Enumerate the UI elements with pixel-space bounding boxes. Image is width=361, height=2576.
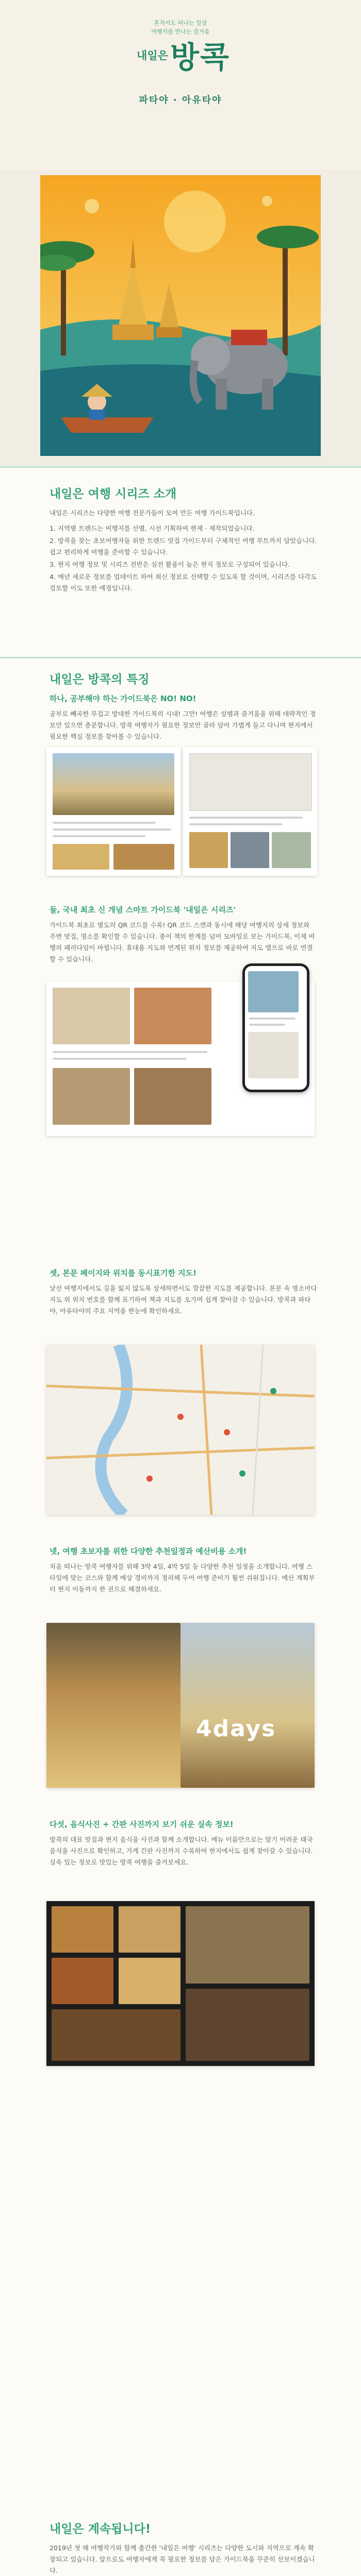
cover-illustration [40, 175, 321, 456]
feature-five-title: 다섯, 음식사진 + 간판 사진까지 보기 쉬운 실속 정보! [50, 1820, 234, 1829]
food-photo [134, 988, 211, 1044]
food-photo [119, 1958, 180, 2004]
map-thumbnail [189, 753, 312, 811]
intro-title: 내일은 여행 시리즈 소개 [50, 487, 177, 501]
feature-two-body: 가이드북 최초로 별도의 QR 코드를 수록! QR 코드 스캔과 동시에 해당 여행지의 상세 정보와 주변 맛집, 명소를 확인할 수 있습니다. 종이 책의 한계를 넘어 모바일로 보는 가이드북, 이제 여행의 패러다임이 바뀝니다. 휴대용 지도와 연계된 위치 정보를 제공하여 지도 앱으로 바로 연결할 수 있습니다. [50, 921, 315, 963]
temple-photo [180, 1623, 315, 1788]
feature-three-body: 낯선 여행지에서도 길을 잃지 않도록 상세하면서도 깔끔한 지도를 제공합니다. 본문 속 명소마다 지도 위 위치 번호를 함께 표기하여 책과 지도를 오가며 쉽게 찾아갈 수 있습니다. 방콕과 파타야, 아유타야의 주요 지역을 한눈에 확인하세요. [50, 1284, 317, 1315]
food-photo [134, 1068, 211, 1125]
feature-one-body: 공부로 빼곡한 무겁고 방대한 가이드북의 시대! 그만! 여행은 설렘과 즐거움을 위해 대략적인 정보만 있으면 충분합니다. 방콕 여행자가 필요한 정보만 골라 담아 가볍게 들고 다니며 현지에서 필요한 핵심 정보를 찾아볼 수 있습니다. [50, 710, 316, 740]
map-illustration [46, 1345, 315, 1515]
photo [231, 832, 269, 868]
food-photo [53, 1068, 130, 1125]
sample-map-spread [46, 1345, 315, 1515]
features-title: 내일은 방콕의 특징 [50, 673, 150, 686]
feature-four-body: 처음 떠나는 방콕 여행자를 위해 3박 4일, 4박 5일 등 다양한 추천 일정을 소개합니다. 여행 스타일에 맞는 코스와 함께 예상 경비까지 정리해 두어 여행 준비가 훨씬 쉬워집니다. 예산 계획부터 현지 이동까지 한 권으로 해결하세요. [50, 1563, 315, 1593]
list-item: 1. 지역별 트렌드는 여행지를 선별, 시선 기획하여 현재 · 제작되었습니다. [50, 524, 255, 532]
feature-four-title: 넷, 여행 초보자를 위한 다양한 추천일정과 예산비용 소개! [50, 1547, 247, 1556]
intro-lead: 내일은 시리즈는 다양한 여행 전문가들이 모여 만든 여행 가이드북입니다. [50, 509, 255, 517]
tagline-line-2: 여행지를 만나는 즐거움 [151, 28, 210, 35]
temple-photo [46, 1623, 180, 1788]
sample-page-left [46, 747, 180, 876]
restaurant-sign-photo [186, 1906, 309, 1984]
feature-one-title: 하나, 공부해야 하는 가이드북은 NO! NO! [50, 694, 196, 703]
list-item: 3. 현지 여행 정보 및 시리즈 전반은 실전 활용이 높은 현지 정보로 구성되어 있습니다. [50, 561, 290, 568]
food-photo [186, 1989, 309, 2061]
smartphone-mockup [242, 963, 309, 1092]
book-subtitle: 파타야 · 아유타야 [139, 95, 222, 106]
tagline-line-1: 혼자서도 떠나는 일상 [154, 20, 207, 26]
feature-five-body: 방콕의 대표 맛집과 현지 음식을 사진과 함께 소개합니다. 메뉴 이름만으로는 알기 어려운 태국 음식을 사진으로 확인하고, 가게 간판 사진까지 수록하여 현지에서도 쉽게 찾아갈 수 있습니다. 실속 있는 정보로 맛있는 방콕 여행을 즐겨보세요. [50, 1836, 313, 1866]
photo [189, 832, 228, 868]
closing-paragraph-1: 2019년 첫 해 여행작가와 함께 출간한 '내일은 여행' 시리즈는 다양한 도시와 지역으로 계속 확장되고 있습니다. 앞으로도 여행자에게 꼭 필요한 정보를 담은 가이드북을 꾸준히 선보이겠습니다. [50, 2544, 315, 2574]
list-item: 4. 매년 새로운 정보를 업데이트 하여 최신 정보로 선택할 수 있도록 할 것이며, 시리즈를 다각도 검토할 이도 또한 예정입니다. [50, 573, 317, 592]
book-title: 방콕 [170, 40, 231, 75]
intro-list [50, 523, 318, 595]
header-banner [0, 0, 361, 170]
food-photo [53, 988, 130, 1044]
sample-page-right [183, 747, 317, 876]
photo [113, 844, 174, 870]
food-photo [52, 2009, 180, 2061]
series-name: 내일은 [137, 49, 168, 62]
feature-two-title: 둘, 국내 최초 신 개념 스마트 가이드북 '내일은 시리즈' [50, 905, 236, 914]
list-item: 2. 방콕을 찾는 초보여행자들 위한 트렌드 맛집 가이드부터 구체적인 여행 루트까지 담았습니다. 쉽고 편리하게 여행을 준비할 수 있습니다. [50, 537, 317, 556]
feature-three-title: 셋, 본문 페이지와 위치를 동시표기한 지도! [50, 1268, 196, 1278]
sample-food-spread [46, 1901, 315, 2066]
closing-title: 내일은 계속됩니다! [50, 2522, 151, 2536]
food-photo [52, 1906, 113, 1953]
photo [272, 832, 311, 868]
photo [53, 844, 109, 870]
temple-photo [53, 753, 174, 815]
food-photo [52, 1958, 113, 2004]
itinerary-days: 4days [196, 1716, 276, 1742]
food-photo [119, 1906, 180, 1953]
sample-itinerary-spread [46, 1623, 315, 1788]
